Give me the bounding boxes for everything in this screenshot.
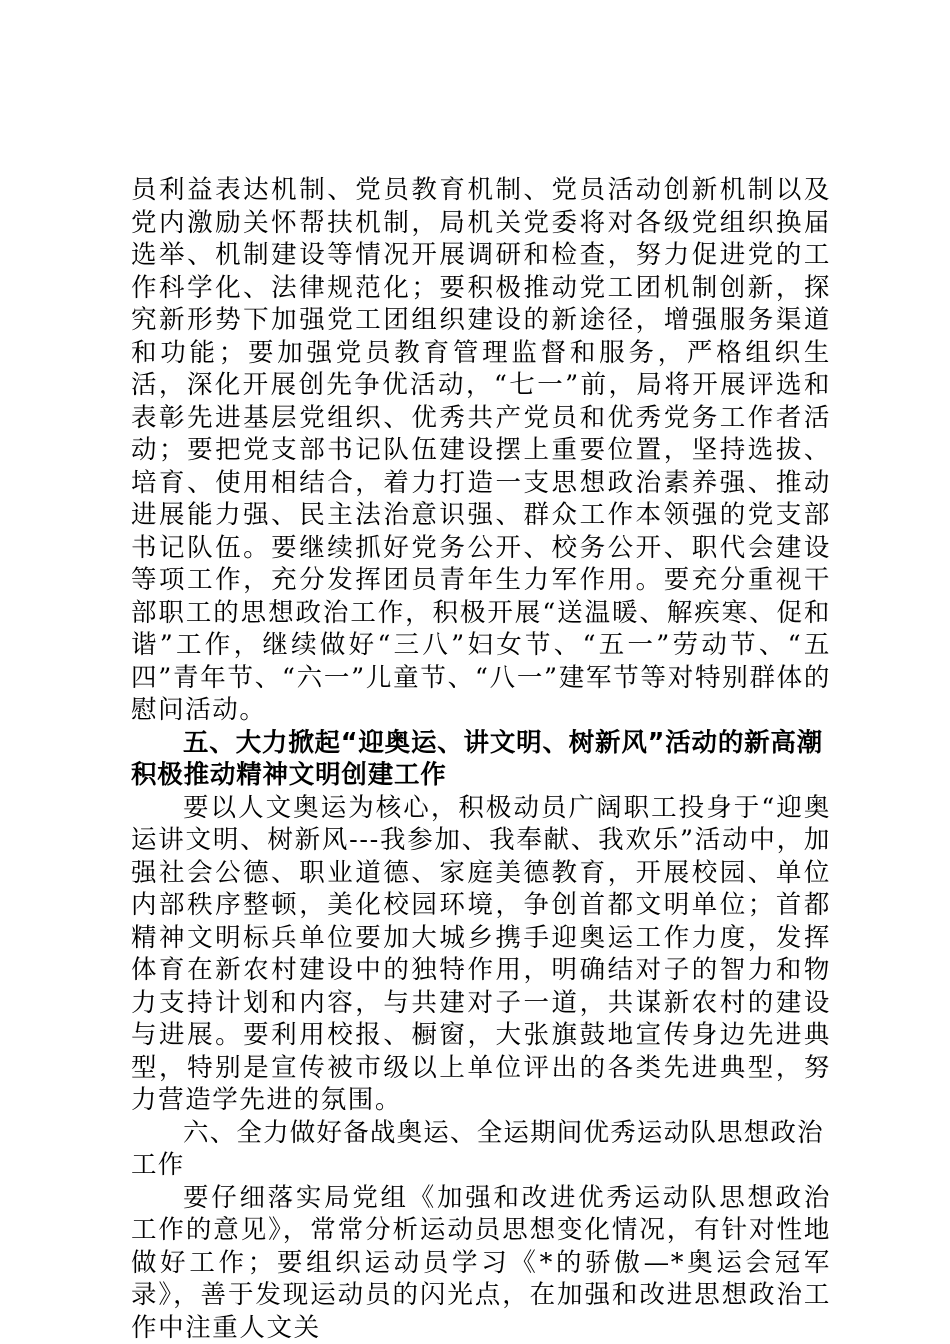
body-paragraph: 要以人文奥运为核心，积极动员广阔职工投身于“迎奥运讲文明、树新风---我参加、我奉献、我欢乐”活动中，加强社会公德、职业道德、家庭美德教育，开展校园、单位内部秩序整顿，美化校园环境，争创首都文明单位；首都精神文明标兵单位要加大城乡携手迎奥运工作力度，发挥体育在新农村建设中的独特作用，明确结对子的智力和物力支持计划和内容，与共建对子一道，共谋新农村的建设与进展。要利用校报、橱窗，大张旗鼓地宣传身边先进典型，特别是宣传被市级以上单位评出的各类先进典型，努力营造学先进的氛围。 xyxy=(131,792,831,1115)
document-page xyxy=(131,174,831,1344)
section-heading-6: 六、全力做好备战奥运、全运期间优秀运动队思想政治工作 xyxy=(131,1117,824,1180)
body-paragraph: 要仔细落实局党组《加强和改进优秀运动队思想政治工作的意见》，常常分析运动员思想变化情况，有针对性地做好工作；要组织运动员学习《*的骄傲—*奥运会冠军录》，善于发现运动员的闪光点，在加强和改进思想政治工作中注重人文关 xyxy=(131,1182,831,1343)
body-paragraph: 员利益表达机制、党员教育机制、党员活动创新机制以及党内激励关怀帮扶机制，局机关党委将对各级党组织换届选举、机制建设等情况开展调研和检查，努力促进党的工作科学化、法律规范化；要积极推动党工团机制创新，探究新形势下加强党工团组织建设的新途径，增强服务渠道和功能；要加强党员教育管理监督和服务，严格组织生活，深化开展创先争优活动，“七一”前，局将开展评选和表彰先进基层党组织、优秀共产党员和优秀党务工作者活动；要把党支部书记队伍建设摆上重要位置，坚持选拔、培育、使用相结合，着力打造一支思想政治素养强、推动进展能力强、民主法治意识强、群众工作本领强的党支部书记队伍。要继续抓好党务公开、校务公开、职代会建设等项工作，充分发挥团员青年生力军作用。要充分重视干部职工的思想政治工作，积极开展“送温暖、解疾寒、促和谐”工作，继续做好“三八”妇女节、“五一”劳动节、“五四”青年节、“六一”儿童节、“八一”建军节等对特别群体的慰问活动。 xyxy=(131,175,831,725)
section-heading-5: 五、大力掀起“迎奥运、讲文明、树新风”活动的新高潮积极推动精神文明创建工作 xyxy=(131,727,824,790)
